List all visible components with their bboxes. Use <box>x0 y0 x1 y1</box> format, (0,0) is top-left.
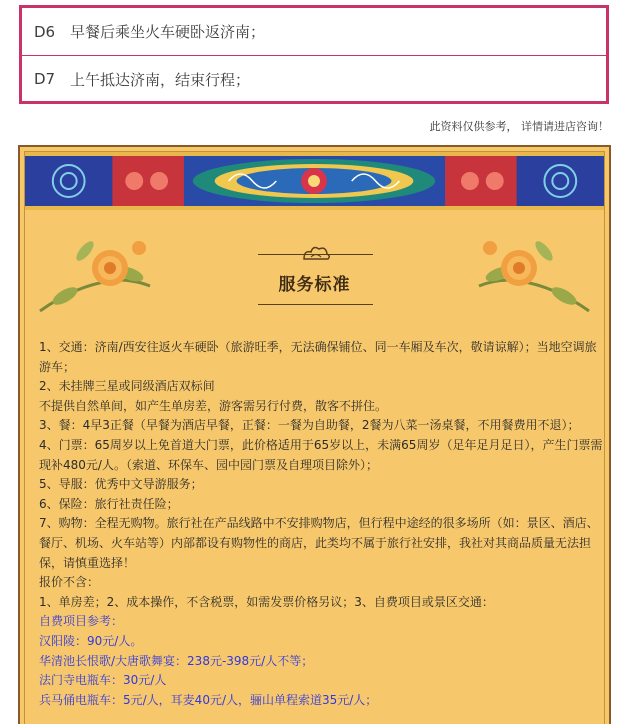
reference-notice: 此资料仅供参考， 详情请进店咨询！ <box>429 120 609 133</box>
service-content <box>39 338 604 710</box>
ornamental-banner <box>25 152 604 210</box>
title-divider-bottom <box>258 304 373 305</box>
service-line: 6、保险：旅行社责任险； <box>39 496 179 511</box>
service-line: 1、单房差；2、成本操作，不含税票，如需发票价格另议；3、自费项目或景区交通： <box>39 594 494 609</box>
service-title: 服务标准 <box>278 275 351 295</box>
day-label: D7 <box>34 70 56 88</box>
extra-item: 兵马俑电瓶车：5元/人，耳麦40元/人，骊山单程索道35元/人； <box>39 692 378 707</box>
service-line: 5、导服：优秀中文导游服务； <box>39 477 203 492</box>
extra-item: 华清池长恨歌/大唐歌舞宴：238元-398元/人不等； <box>39 653 314 668</box>
extra-item: 自费项目参考： <box>39 614 124 629</box>
service-line: 7、购物：全程无购物。旅行社在产品线路中不安排购物店，但行程中途经的很多场所（如：景区、酒店、餐厅、机场、火车站等）内部都设有购物性的商店，此类均不属于旅行社安排，我社对其商品质量无法担保，请慎重选择！ <box>39 516 599 570</box>
service-line: 报价不含： <box>39 575 100 590</box>
service-panel-inner <box>24 151 605 724</box>
service-line: 2、未挂牌三星或同级酒店双标间 <box>39 379 215 394</box>
cloud-ornament-icon <box>301 244 331 262</box>
extra-item: 法门寺电瓶车：30元/人 <box>39 673 167 688</box>
service-line: 4、门票：65周岁以上免首道大门票，此价格适用于65岁以上，未满65周岁（足年足月足日），产生门票需现补480元/人。（索道、环保车、园中园门票及自理项目除外）； <box>39 437 603 472</box>
service-line: 3、餐：4早3正餐（早餐为酒店早餐，正餐：一餐为自助餐，2餐为八菜一汤桌餐，不用餐费用不退）； <box>39 418 580 433</box>
extra-item: 汉阳陵：90元/人。 <box>39 633 143 648</box>
day-label: D6 <box>34 22 56 41</box>
day-text: 早餐后乘坐火车硬卧返济南； <box>70 23 266 41</box>
itinerary-row <box>22 55 606 102</box>
service-panel <box>18 145 611 724</box>
itinerary-row <box>22 8 606 55</box>
service-line: 不提供自然单间，如产生单房差，游客需另行付费，散客不拼住。 <box>39 398 388 413</box>
service-title-block <box>25 244 604 295</box>
itinerary-box <box>19 5 609 104</box>
service-line: 1、交通：济南/西安往返火车硬卧（旅游旺季，无法确保铺位、同一车厢及车次，敬请谅解）；当地空调旅游车； <box>39 340 597 374</box>
day-text: 上午抵达济南，结束行程； <box>70 70 251 89</box>
